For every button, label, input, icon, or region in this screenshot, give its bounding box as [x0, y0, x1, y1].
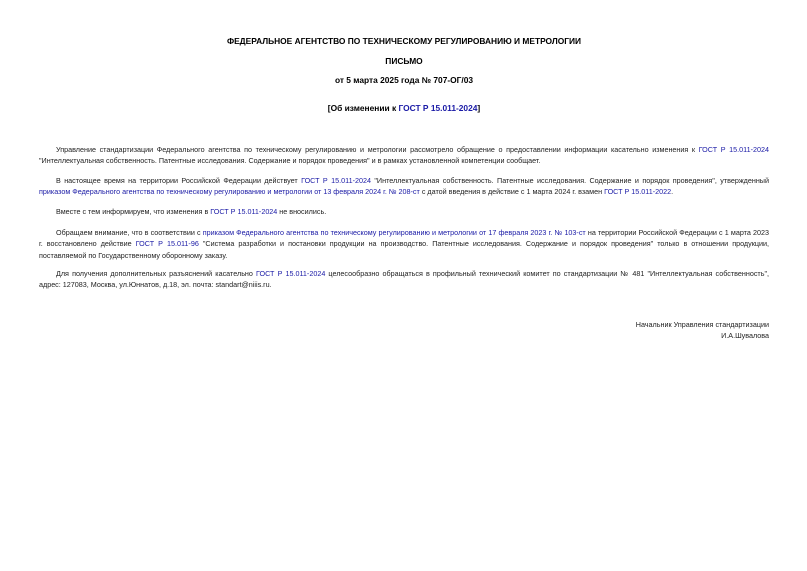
gost-15-011-2024-link[interactable]: ГОСТ Р 15.011-2024 — [210, 207, 278, 216]
signature-block — [636, 319, 769, 342]
paragraph-text: В настоящее время на территории Российской Федерации действует — [56, 176, 302, 185]
signatory-position: Начальник Управления стандартизации — [635, 320, 769, 329]
signatory-name: И.А.Шувалова — [721, 331, 769, 341]
order-103-st-link[interactable]: приказом Федерального агентства по техническому регулированию и метрологии от 17 февраля 2023 г. № 103-ст — [202, 228, 586, 237]
subject-prefix: [Об изменении к — [327, 103, 399, 113]
document-type: ПИСЬМО — [385, 56, 423, 66]
paragraph-text: "Система разработки и постановки продукции на производство. Патентные исследования. Содержание и порядок проведения" только в отношении продукции, поставляемой по Государственному оборонному заказу. — [39, 239, 770, 260]
paragraph-text: Управление стандартизации Федерального агентства по техническому регулированию и метрологии рассмотрело обращение о предоставлении информации касательно изменения к — [56, 145, 699, 154]
paragraph-text: "Интеллектуальная собственность. Патентные исследования. Содержание и порядок проведения" и в рамках установленной компетенции сообщает. — [39, 156, 541, 166]
paragraph-attention — [39, 227, 769, 261]
gost-15-011-96-link[interactable]: ГОСТ Р 15.011-96 — [135, 239, 199, 249]
gost-15-011-2024-link[interactable]: ГОСТ Р 15.011-2024 — [301, 176, 371, 185]
paragraph-text: Вместе с тем информируем, что изменения в — [56, 207, 211, 216]
paragraph-no-changes — [39, 206, 769, 217]
document-date-number: от 5 марта 2025 года № 707-ОГ/03 — [334, 75, 474, 85]
subject-gost-link[interactable]: ГОСТ Р 15.011-2024 — [398, 103, 478, 113]
paragraph-text: Обращаем внимание, что в соответствии с — [56, 228, 203, 237]
paragraph-text: целесообразно обращаться в профильный технический комитет по стандартизации № 481 "Интеллектуальная собственность", адрес: 127083, Москва, ул.Юннатов, д.18, эл. почта: standart@niiis.ru. — [39, 269, 770, 290]
order-208-st-link[interactable]: приказом Федерального агентства по техническому регулированию и метрологии от 13 февраля 2024 г. № 208-ст — [39, 187, 420, 197]
paragraph-request — [39, 144, 769, 167]
paragraph-text: не вносились. — [277, 207, 327, 216]
paragraph-text: с датой введения в действие с 1 марта 2024 г. взамен — [419, 187, 605, 197]
document-subject — [39, 103, 769, 113]
paragraph-contact — [39, 268, 769, 291]
paragraph-text: "Интеллектуальная собственность. Патентные исследования. Содержание и порядок проведения", утвержденный — [370, 176, 769, 185]
gost-15-011-2022-link[interactable]: ГОСТ Р 15.011-2022 — [604, 187, 672, 197]
subject-suffix: ] — [477, 103, 481, 113]
agency-title: ФЕДЕРАЛЬНОЕ АГЕНТСТВО ПО ТЕХНИЧЕСКОМУ РЕГУЛИРОВАНИЮ И МЕТРОЛОГИИ — [226, 36, 582, 46]
paragraph-text: на территории Российской Федерации с 1 марта 2023 г. восстановлено действие — [39, 228, 769, 249]
paragraph-text: Для получения дополнительных разъяснений касательно — [56, 269, 257, 278]
gost-15-011-2024-link[interactable]: ГОСТ Р 15.011-2024 — [256, 269, 326, 278]
gost-15-011-2024-link[interactable]: ГОСТ Р 15.011-2024 — [698, 145, 769, 154]
paragraph-text: . — [671, 187, 674, 197]
paragraph-current-standard — [39, 175, 769, 198]
